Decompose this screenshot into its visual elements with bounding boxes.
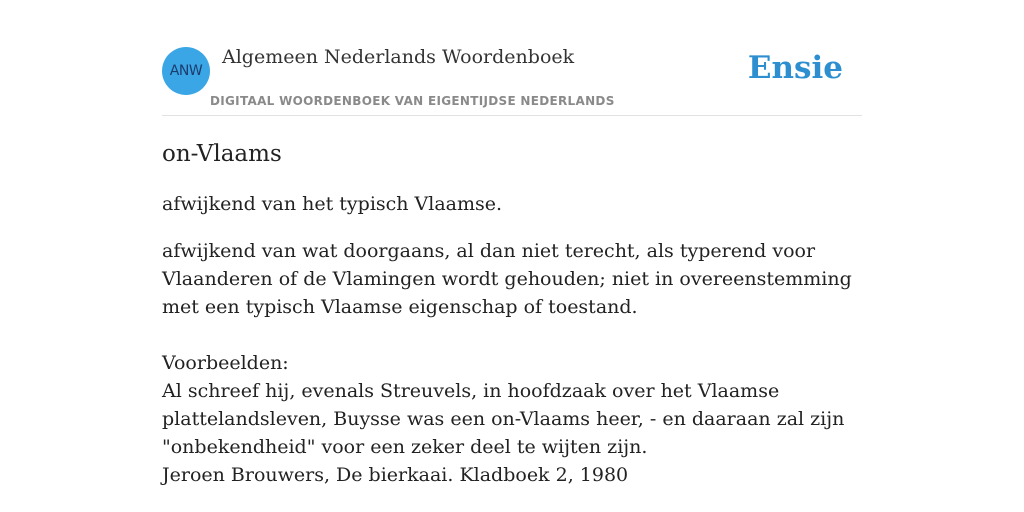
anw-logo[interactable] [162, 47, 210, 95]
examples-section [162, 349, 862, 489]
logo-text: ANW [169, 63, 203, 79]
site-title[interactable]: Algemeen Nederlands Woordenboek [222, 46, 575, 68]
header [162, 46, 862, 116]
entry-content [162, 138, 862, 489]
long-definition: afwijkend van wat doorgaans, al dan niet terecht, als typerend voor Vlaanderen of de Vlamingen wordt gehouden; niet in overeenstemming met een typisch Vlaamse eigenschap of toestand. [162, 240, 852, 318]
short-definition: afwijkend van het typisch Vlaamse. [162, 193, 503, 215]
headword: on-Vlaams [162, 141, 282, 167]
ensie-brand-link[interactable]: Ensie [747, 50, 843, 86]
examples-label: Voorbeelden: [162, 352, 289, 374]
site-subtitle: DIGITAAL WOORDENBOEK VAN EIGENTIJDSE NEDERLANDS [210, 94, 615, 108]
example-text: Al schreef hij, evenals Streuvels, in hoofdzaak over het Vlaamse plattelandsleven, Buysse was een on-Vlaams heer, - en daaraan zal zijn "onbekendheid" voor een zeker deel te wijten zijn. [162, 380, 845, 458]
example-source: Jeroen Brouwers, De bierkaai. Kladboek 2, 1980 [162, 464, 629, 486]
